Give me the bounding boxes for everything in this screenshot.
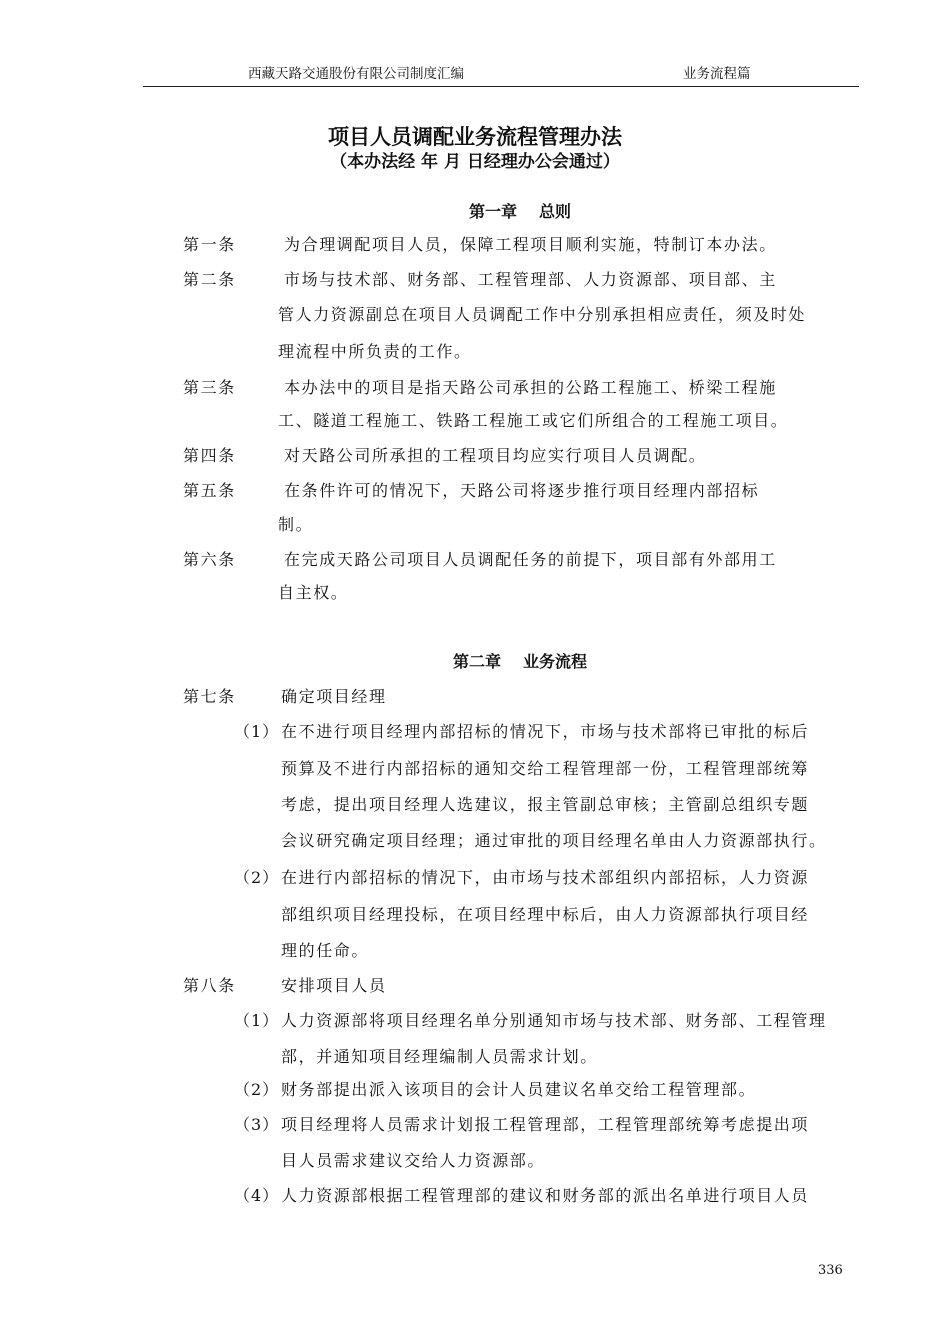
item-text-line: 会议研究确定项目经理；通过审批的项目经理名单由人力资源部执行。 — [281, 831, 827, 850]
item-text-line: 在不进行项目经理内部招标的情况下，市场与技术部将已审批的标后 — [281, 722, 810, 741]
item-text-line: 人力资源部将项目经理名单分别通知市场与技术部、财务部、工程管理 — [281, 1011, 827, 1030]
article-label: 第一条 — [183, 235, 236, 254]
item-text-line: 理的任命。 — [281, 941, 370, 960]
article-label: 第六条 — [183, 550, 236, 569]
article-text-line: 制。 — [278, 515, 314, 534]
item-text-line: 项目经理将人员需求计划报工程管理部，工程管理部统筹考虑提出项 — [281, 1115, 810, 1134]
article-label: 第二条 — [183, 270, 236, 289]
article-text-line: 在条件许可的情况下，天路公司将逐步推行项目经理内部招标 — [284, 481, 760, 500]
item-text-line: 部组织项目经理投标，在项目经理中标后，由人力资源部执行项目经 — [281, 905, 810, 924]
item-text-line: 人力资源部根据工程管理部的建议和财务部的派出名单进行项目人员 — [281, 1186, 810, 1205]
article-label: 第四条 — [183, 446, 236, 465]
chapter-label: 第二章 — [452, 652, 501, 671]
chapter-title: 业务流程 — [523, 652, 588, 671]
item-text-line: 预算及不进行内部招标的通知交给工程管理部一份，工程管理部统筹 — [281, 759, 810, 778]
article-text-line: 理流程中所负责的工作。 — [278, 342, 472, 361]
article-label: 第七条 — [183, 687, 236, 706]
item-text-line: 部，并通知项目经理编制人员需求计划。 — [281, 1047, 598, 1066]
article-text-line: 本办法中的项目是指天路公司承担的公路工程施工、桥梁工程施 — [284, 378, 777, 397]
header-section: 业务流程篇 — [683, 66, 751, 82]
header-company: 西藏天路交通股份有限公司制度汇编 — [248, 66, 464, 82]
item-number: （1） — [234, 1011, 280, 1030]
article-label: 第八条 — [183, 976, 236, 995]
page-header — [143, 64, 859, 87]
article-text-line: 对天路公司所承担的工程项目均应实行项目人员调配。 — [284, 446, 707, 465]
item-number: （2） — [234, 1080, 280, 1099]
chapter-heading — [0, 651, 950, 673]
item-number: （2） — [234, 868, 280, 887]
chapter-title: 总则 — [539, 202, 572, 221]
item-number: （4） — [234, 1186, 280, 1205]
document-title: 项目人员调配业务流程管理办法 — [328, 125, 622, 149]
item-number: （1） — [234, 722, 280, 741]
item-text-line: 在进行内部招标的情况下，由市场与技术部组织内部招标，人力资源 — [281, 868, 810, 887]
chapter-heading — [0, 201, 950, 223]
article-text-line: 自主权。 — [278, 583, 349, 602]
article-text-line: 为合理调配项目人员，保障工程项目顺利实施，特制订本办法。 — [284, 235, 777, 254]
article-heading: 确定项目经理 — [281, 687, 387, 706]
article-text-line: 管人力资源副总在项目人员调配工作中分别承担相应责任，须及时处 — [278, 305, 807, 324]
article-text-line: 市场与技术部、财务部、工程管理部、人力资源部、项目部、主 — [284, 270, 777, 289]
item-text-line: 财务部提出派入该项目的会计人员建议名单交给工程管理部。 — [281, 1080, 757, 1099]
article-label: 第五条 — [183, 481, 236, 500]
article-heading: 安排项目人员 — [281, 976, 387, 995]
article-text-line: 在完成天路公司项目人员调配任务的前提下，项目部有外部用工 — [284, 550, 777, 569]
chapter-label: 第一章 — [468, 202, 517, 221]
article-text-line: 工、隧道工程施工、铁路工程施工或它们所组合的工程施工项目。 — [278, 411, 789, 430]
document-subtitle: （本办法经 年 月 日经理办公会通过） — [330, 152, 620, 172]
item-number: （3） — [234, 1115, 280, 1134]
item-text-line: 考虑，提出项目经理人选建议，报主管副总审核；主管副总组织专题 — [281, 795, 810, 814]
page-number: 336 — [818, 1263, 843, 1278]
item-text-line: 目人员需求建议交给人力资源部。 — [281, 1151, 546, 1170]
article-label: 第三条 — [183, 378, 236, 397]
